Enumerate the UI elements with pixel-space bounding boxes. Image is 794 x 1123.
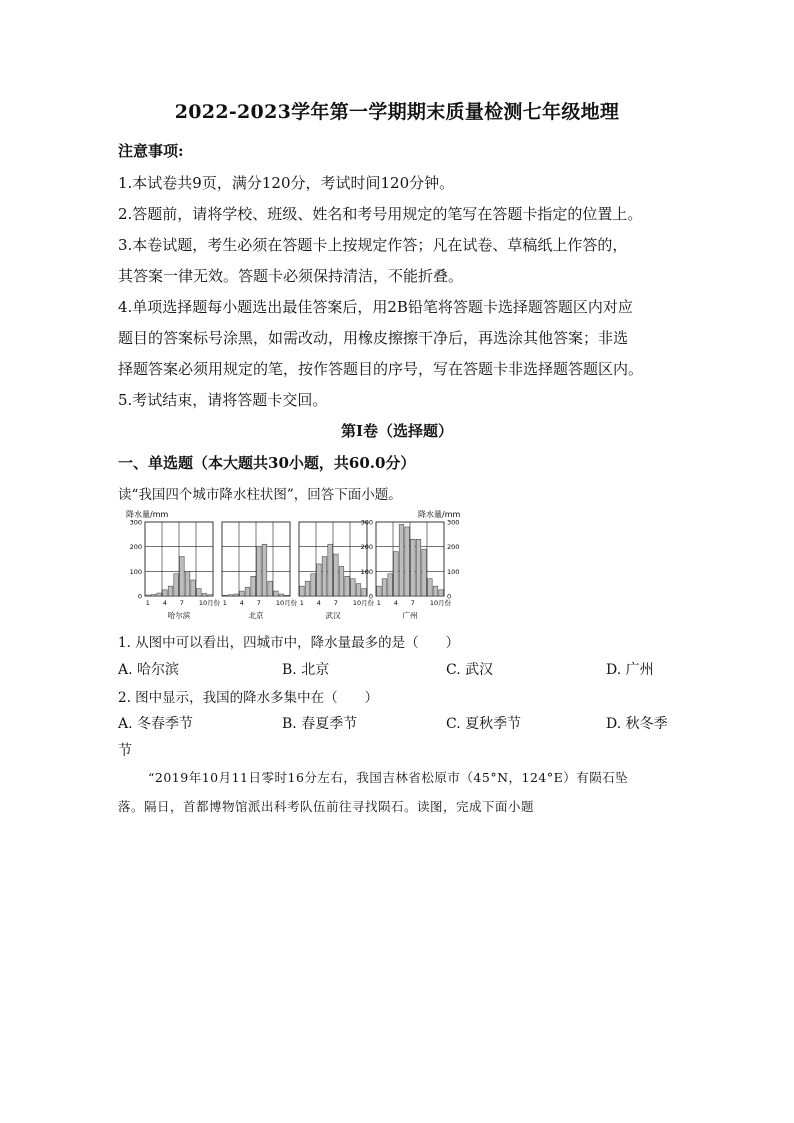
x-tick-label: 1 xyxy=(222,599,227,607)
bar xyxy=(405,527,410,596)
bar xyxy=(317,564,322,596)
intro-text: 读“我国四个城市降水柱状图”，回答下面小题。 xyxy=(118,487,402,503)
bar xyxy=(262,544,267,596)
city-label: 北京 xyxy=(248,611,264,620)
x-tick-label: 10月份 xyxy=(198,599,221,607)
bar xyxy=(300,586,305,596)
x-tick-label: 4 xyxy=(162,599,167,607)
notice-line: 2.答题前，请将学校、班级、姓名和考号用规定的笔写在答题卡指定的位置上。 xyxy=(118,205,643,223)
bar xyxy=(274,591,279,596)
q2-option-c[interactable]: C. 夏秋季节 xyxy=(446,716,522,732)
q2-option-d-wrap: 节 xyxy=(118,743,132,759)
bar xyxy=(428,579,433,596)
bar xyxy=(433,586,438,596)
q1-option-c[interactable]: C. 武汉 xyxy=(446,662,494,678)
bar xyxy=(245,587,250,596)
y-tick-label: 200 xyxy=(129,543,142,552)
q1-option-d[interactable]: D. 广州 xyxy=(606,662,654,678)
bar xyxy=(279,594,284,596)
precipitation-chart xyxy=(118,506,470,628)
passage-line: 落。隔日，首都博物馆派出科考队伍前往寻找陨石。读图，完成下面小题 xyxy=(118,799,535,814)
notice-line: 4.单项选择题每小题选出最佳答案后，用2B铅笔将答题卡选择题答题区内对应 xyxy=(118,298,633,316)
y-tick-label: 100 xyxy=(129,567,142,576)
bar xyxy=(223,595,228,596)
y-tick-label: 100 xyxy=(360,567,373,576)
x-tick-label: 1 xyxy=(145,599,150,607)
bar xyxy=(334,554,339,596)
x-tick-label: 7 xyxy=(256,599,261,607)
bar xyxy=(168,586,173,596)
q2-option-a[interactable]: A. 冬春季节 xyxy=(118,716,194,732)
y-tick-label: 200 xyxy=(447,543,460,552)
city-label: 武汉 xyxy=(325,611,341,620)
x-tick-label: 4 xyxy=(393,599,398,607)
y-tick-label: 300 xyxy=(447,518,460,527)
y-tick-label: 300 xyxy=(129,518,142,527)
q1-option-a[interactable]: A. 哈尔滨 xyxy=(118,662,180,678)
notice-line: 其答案一律无效。答题卡必须保持清洁，不能折叠。 xyxy=(118,267,464,285)
notice-line: 3.本卷试题，考生必须在答题卡上按规定作答；凡在试卷、草稿纸上作答的， xyxy=(118,236,628,254)
bar xyxy=(411,539,416,596)
passage-line: “2019年10月11日零时16分左右，我国吉林省松原市（45°N，124°E）有陨石坠 xyxy=(148,770,629,785)
part-title: 一、单选题（本大题共30小题，共60.0分） xyxy=(118,454,416,472)
x-tick-label: 10月份 xyxy=(352,599,375,607)
bar xyxy=(439,590,444,596)
bar xyxy=(257,547,262,596)
y-axis-label-right: 降水量/mm xyxy=(418,510,461,519)
x-tick-label: 4 xyxy=(239,599,244,607)
bar xyxy=(388,574,393,596)
question-1-stem: 1. 从图中可以看出，四城市中，降水量最多的是（ ） xyxy=(118,635,460,651)
bar xyxy=(146,595,151,596)
x-tick-label: 7 xyxy=(410,599,415,607)
bar xyxy=(240,591,245,596)
bar xyxy=(234,594,239,596)
y-tick-label: 0 xyxy=(137,592,142,601)
bar xyxy=(180,557,185,596)
bar xyxy=(285,595,290,596)
bar xyxy=(416,539,421,596)
q2-option-d[interactable]: D. 秋冬季 xyxy=(606,716,668,732)
q1-option-b[interactable]: B. 北京 xyxy=(282,662,330,678)
bar xyxy=(328,544,333,596)
notice-line: 1.本试卷共9页，满分120分，考试时间120分钟。 xyxy=(118,174,455,192)
x-tick-label: 7 xyxy=(179,599,184,607)
bar xyxy=(157,593,162,596)
bar xyxy=(202,594,207,596)
x-tick-label: 1 xyxy=(376,599,381,607)
bar xyxy=(382,579,387,596)
y-axis-label-left: 降水量/mm xyxy=(126,510,169,519)
x-tick-label: 10月份 xyxy=(429,599,452,607)
bar xyxy=(208,595,213,596)
y-tick-label: 200 xyxy=(360,543,373,552)
page-title: 2022-2023学年第一学期期末质量检测七年级地理 xyxy=(174,101,620,123)
section-title: 第I卷（选择题） xyxy=(340,422,454,440)
bar xyxy=(399,524,404,596)
bar xyxy=(251,576,256,596)
bar xyxy=(345,576,350,596)
q2-option-b[interactable]: B. 春夏季节 xyxy=(282,716,358,732)
city-label: 哈尔滨 xyxy=(167,611,191,620)
bar xyxy=(377,586,382,596)
bar xyxy=(151,595,156,596)
bar xyxy=(163,590,168,596)
bar xyxy=(174,574,179,596)
bar xyxy=(305,581,310,596)
bar xyxy=(322,557,327,596)
bar xyxy=(422,549,427,596)
y-tick-label: 0 xyxy=(447,592,452,601)
bar xyxy=(191,580,196,596)
y-tick-label: 100 xyxy=(447,567,460,576)
notice-line: 5.考试结束，请将答题卡交回。 xyxy=(118,391,328,409)
y-tick-label: 300 xyxy=(360,518,373,527)
y-tick-label: 0 xyxy=(368,592,373,601)
bar xyxy=(197,589,202,596)
x-tick-label: 10月份 xyxy=(275,599,298,607)
x-tick-label: 4 xyxy=(316,599,321,607)
bar xyxy=(268,581,273,596)
x-tick-label: 7 xyxy=(333,599,338,607)
bar xyxy=(185,571,190,596)
bar xyxy=(339,566,344,596)
notice-line: 题目的答案标号涂黑，如需改动，用橡皮擦擦干净后，再选涂其他答案；非选 xyxy=(118,329,629,347)
notice-heading: 注意事项: xyxy=(118,142,184,160)
notice-line: 择题答案必须用规定的笔，按作答题目的序号，写在答题卡非选择题答题区内。 xyxy=(118,360,644,378)
bar xyxy=(362,589,367,596)
bar xyxy=(228,595,233,596)
x-tick-label: 1 xyxy=(299,599,304,607)
bar xyxy=(356,584,361,596)
bar xyxy=(351,579,356,596)
bar xyxy=(394,552,399,596)
question-2-stem: 2. 图中显示，我国的降水多集中在（ ） xyxy=(118,690,379,706)
bar xyxy=(311,574,316,596)
city-label: 广州 xyxy=(402,611,418,620)
